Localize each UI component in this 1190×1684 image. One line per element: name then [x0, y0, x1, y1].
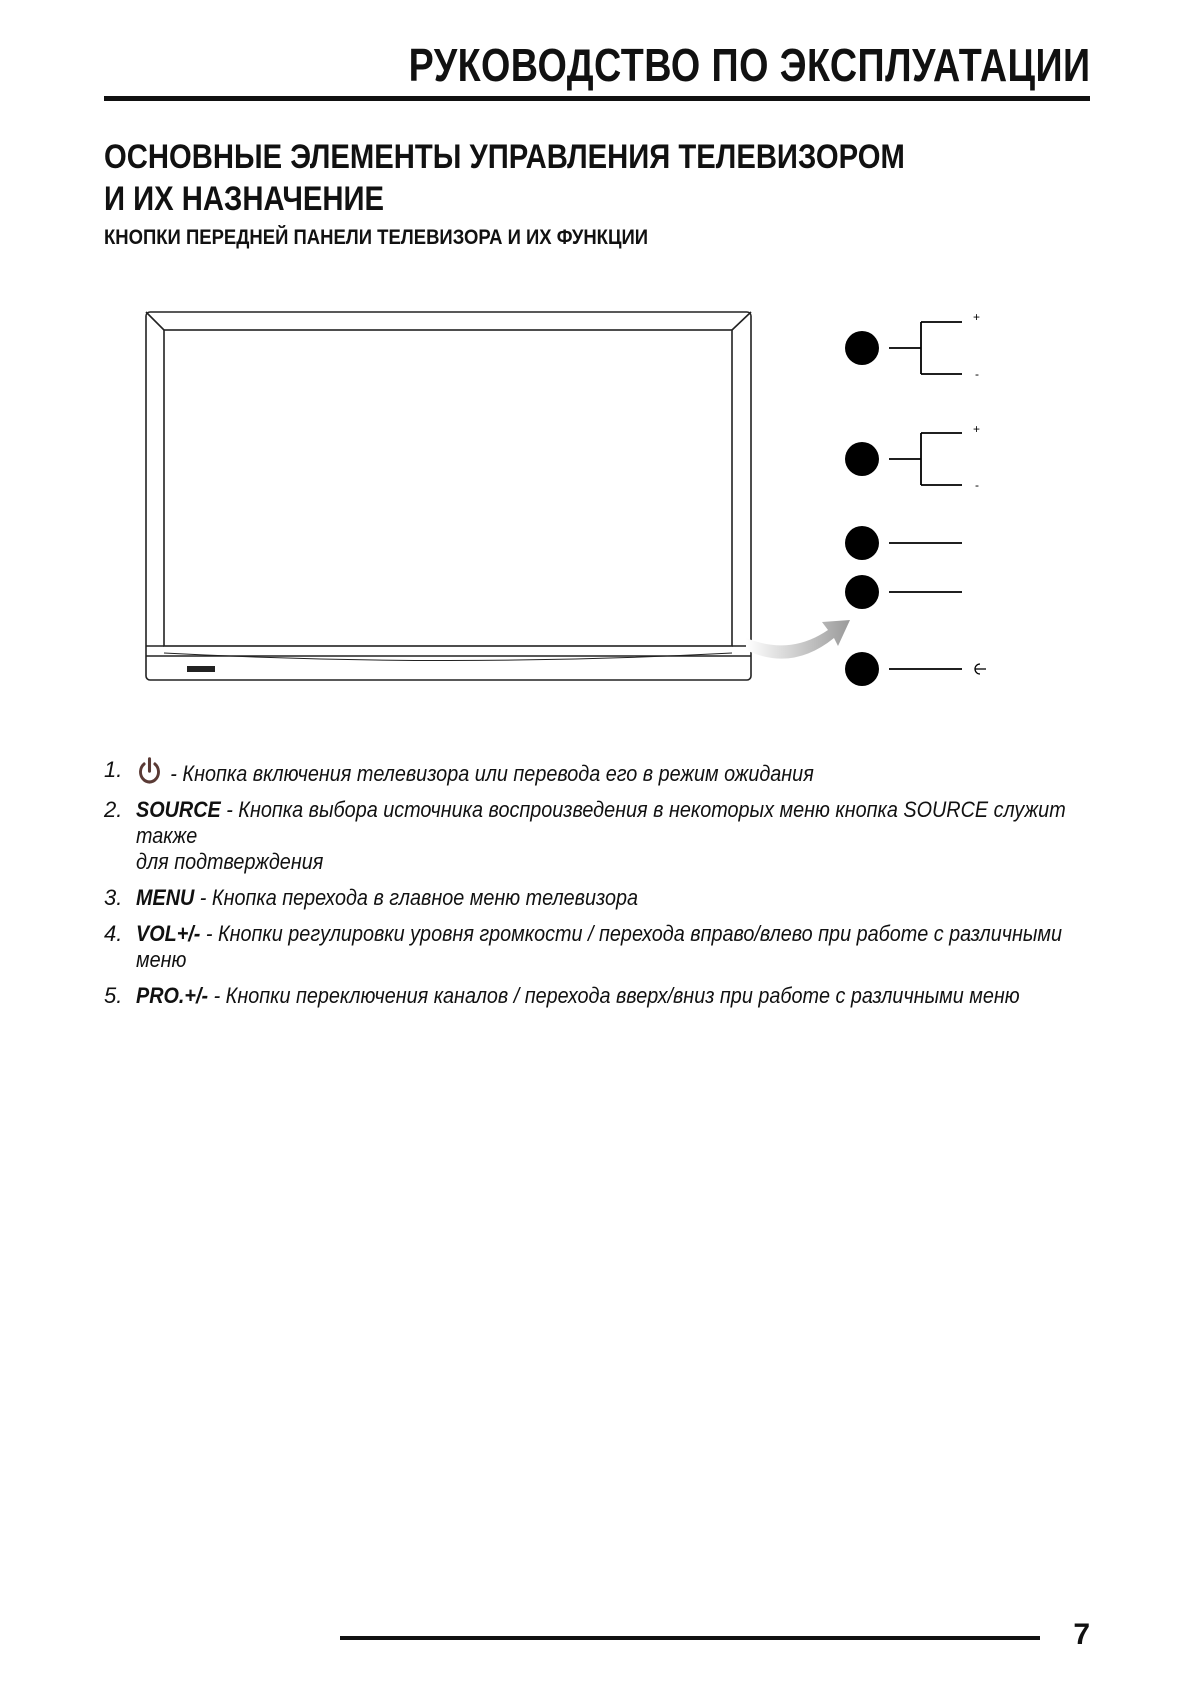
button-circle-prog: [845, 331, 879, 365]
tv-outline: [146, 312, 751, 680]
list-item: [104, 757, 1094, 787]
button-circle-source: [845, 575, 879, 609]
button-circle-vol: [845, 442, 879, 476]
panel-arrow: [746, 620, 850, 659]
tv-front-panel-diagram: [0, 290, 1190, 710]
list-item-text: - Кнопки переключения каналов / перехода вверх/вниз при работе с различными меню: [208, 983, 1020, 1008]
prog-minus-sign: -: [975, 367, 979, 381]
list-item-number: 5.: [104, 983, 123, 1008]
list-item-number: 3.: [104, 885, 123, 910]
section-title-line-2: И ИХ НАЗНАЧЕНИЕ: [104, 180, 385, 218]
prog-plus-sign: +: [973, 310, 981, 324]
button-menu: [845, 526, 962, 560]
list-item-text-continued: для подтверждения: [136, 849, 324, 874]
header-divider: [104, 96, 1090, 101]
standby-icon: [975, 664, 986, 674]
list-item-text: - Кнопка включения телевизора или перевода его в режим ожидания: [164, 761, 814, 786]
list-item-text: - Кнопка перехода в главное меню телевизора: [194, 885, 639, 910]
list-item: [104, 797, 1094, 875]
list-item-number: 4.: [104, 921, 123, 946]
list-item: [104, 921, 1094, 973]
section-subtitle: КНОПКИ ПЕРЕДНЕЙ ПАНЕЛИ ТЕЛЕВИЗОРА И ИХ ФУНКЦИИ: [104, 226, 649, 249]
footer-divider: [340, 1636, 1040, 1640]
vol-plus-sign: +: [973, 422, 981, 436]
button-prog: [845, 310, 980, 381]
list-item-label: PRO.+/-: [136, 983, 209, 1008]
button-source: [845, 575, 962, 609]
list-item-label: VOL+/-: [136, 921, 201, 946]
tv-indicator-light: [187, 666, 215, 672]
section-title: [104, 136, 905, 220]
button-circle-power: [845, 652, 879, 686]
list-item-label: MENU: [136, 885, 195, 910]
page-number: 7: [1073, 1618, 1090, 1651]
section-title-line-1: ОСНОВНЫЕ ЭЛЕМЕНТЫ УПРАВЛЕНИЯ ТЕЛЕВИЗОРОМ: [104, 138, 905, 176]
button-description-list: [104, 757, 1094, 1019]
list-item-number: 1.: [104, 757, 123, 782]
button-circle-menu: [845, 526, 879, 560]
list-item: [104, 885, 1094, 911]
page-header-title: РУКОВОДСТВО ПО ЭКСПЛУАТАЦИИ: [408, 39, 1090, 91]
button-vol: [845, 422, 980, 492]
list-item-text: - Кнопка выбора источника воспроизведения в некоторых меню кнопка SOURCE служит также: [136, 797, 1066, 848]
list-item-label: SOURCE: [136, 797, 221, 822]
list-item-number: 2.: [104, 797, 123, 822]
button-power: [845, 652, 986, 686]
list-item: [104, 983, 1094, 1009]
list-item-text: - Кнопки регулировки уровня громкости / перехода вправо/влево при работе с различными меню: [136, 921, 1063, 972]
power-icon: [136, 757, 163, 785]
vol-minus-sign: -: [975, 478, 979, 492]
